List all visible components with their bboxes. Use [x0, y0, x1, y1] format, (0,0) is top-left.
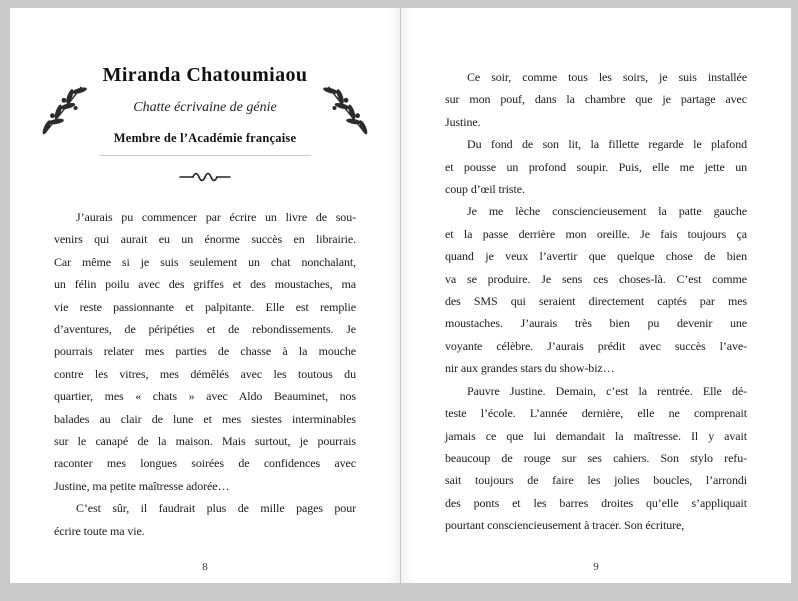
text-line: balades au clair de lune et mes siestes interminables	[54, 411, 356, 426]
text-line: teste l’école. L’année dernière, elle ne comprenait	[445, 406, 747, 421]
right-page	[401, 8, 791, 583]
text-line: d’aventures, de péripéties et de rebondissements. Je	[54, 322, 356, 337]
text-line: et la passe derrière mon oreille. Je fais toujours ça	[445, 226, 747, 241]
paragraph	[445, 133, 747, 200]
text-line: pourtant consciencieusement à tracer. Son écriture,	[445, 518, 685, 533]
text-line: coup d’œil triste.	[445, 182, 525, 197]
text-line: contre les vitres, mes démêlés avec les toutous du	[54, 366, 356, 381]
paragraph	[54, 497, 356, 542]
text-line: jamais ce que lui demandait la maîtresse. Il y avait	[445, 428, 747, 443]
text-line: des ponts et les barres droites qu’elle s’appliquait	[445, 495, 747, 510]
text-line: J’aurais pu commencer par écrire un livre de sou-	[76, 210, 356, 224]
page-title: Miranda Chatoumiaou	[102, 64, 308, 86]
text-line: sur le canapé de la maison. Mais surtout, je pourrais	[54, 434, 356, 449]
text-line: nir aux grandes stars du show-biz…	[445, 361, 615, 376]
left-page	[10, 8, 401, 583]
text-line: Du fond de son lit, la fillette regarde le plafond	[467, 137, 747, 152]
text-line: pourrais relater mes parties de chasse à la mouche	[54, 344, 356, 359]
text-line: Pauvre Justine. Demain, c’est la rentrée. Elle dé-	[467, 383, 747, 398]
left-page-text	[54, 206, 356, 542]
right-page-text	[445, 66, 747, 537]
text-line: Car même si je suis seulement un chat nonchalant,	[54, 254, 356, 269]
text-line: quartier, mes « chats » avec Aldo Beauminet, nos	[54, 389, 356, 404]
text-line: vie reste passionnante et palpitante. Elle est remplie	[54, 299, 356, 314]
title-block	[93, 64, 317, 156]
text-line: sait toujours de faire les jolies boucles, l’arrondi	[445, 473, 747, 488]
page-affiliation: Membre de l’Académie française	[113, 131, 297, 145]
text-line: Justine.	[445, 114, 481, 129]
text-line: venirs qui aurait eu un énorme succès en librairie.	[54, 232, 356, 247]
squiggle-divider-icon	[177, 170, 233, 187]
text-line: Ce soir, comme tous les soirs, je suis installée	[467, 70, 747, 84]
text-line: des SMS qui seraient directement captés par mes	[445, 294, 747, 309]
book-spread	[10, 8, 791, 583]
page-subtitle: Chatte écrivaine de génie	[133, 100, 277, 115]
text-line: écrire toute ma vie.	[54, 523, 145, 538]
text-line: raconter mes longues soirées de confidences avec	[54, 456, 356, 471]
text-line: et pousse un profond soupir. Puis, elle me jette un	[445, 159, 747, 174]
paragraph	[445, 380, 747, 537]
text-line: moustaches. J’aurais très bien pu devenir une	[445, 316, 747, 331]
paragraph	[445, 66, 747, 133]
text-line: un félin poilu avec des griffes et des moustaches, ma	[54, 277, 356, 292]
paragraph	[54, 206, 356, 497]
olive-branch-left-icon	[37, 79, 89, 142]
left-page-number: 8	[202, 561, 208, 573]
text-line: C’est sûr, il faudrait plus de mille pages pour	[76, 501, 356, 516]
chapter-masthead	[10, 64, 400, 156]
text-line: voyante célèbre. J’aurais prédit avec succès l’ave-	[445, 338, 747, 353]
right-page-number: 9	[593, 561, 599, 573]
olive-branch-right-icon	[321, 79, 373, 142]
affiliation-rule	[99, 155, 311, 156]
section-ornament	[10, 170, 400, 188]
text-line: beaucoup de rouge sur ses cahiers. Son stylo refu-	[445, 450, 747, 465]
text-line: va se produire. Je sens ces choses-là. C’est comme	[445, 271, 747, 286]
paragraph	[445, 200, 747, 379]
text-line: quand je veux l’avertir que quelque chose de bien	[445, 249, 747, 264]
text-line: Je me lèche consciencieusement la patte gauche	[467, 204, 747, 219]
text-line: sur mon pouf, dans la chambre que je partage avec	[445, 92, 747, 107]
text-line: Justine, ma petite maîtresse adorée…	[54, 478, 230, 493]
